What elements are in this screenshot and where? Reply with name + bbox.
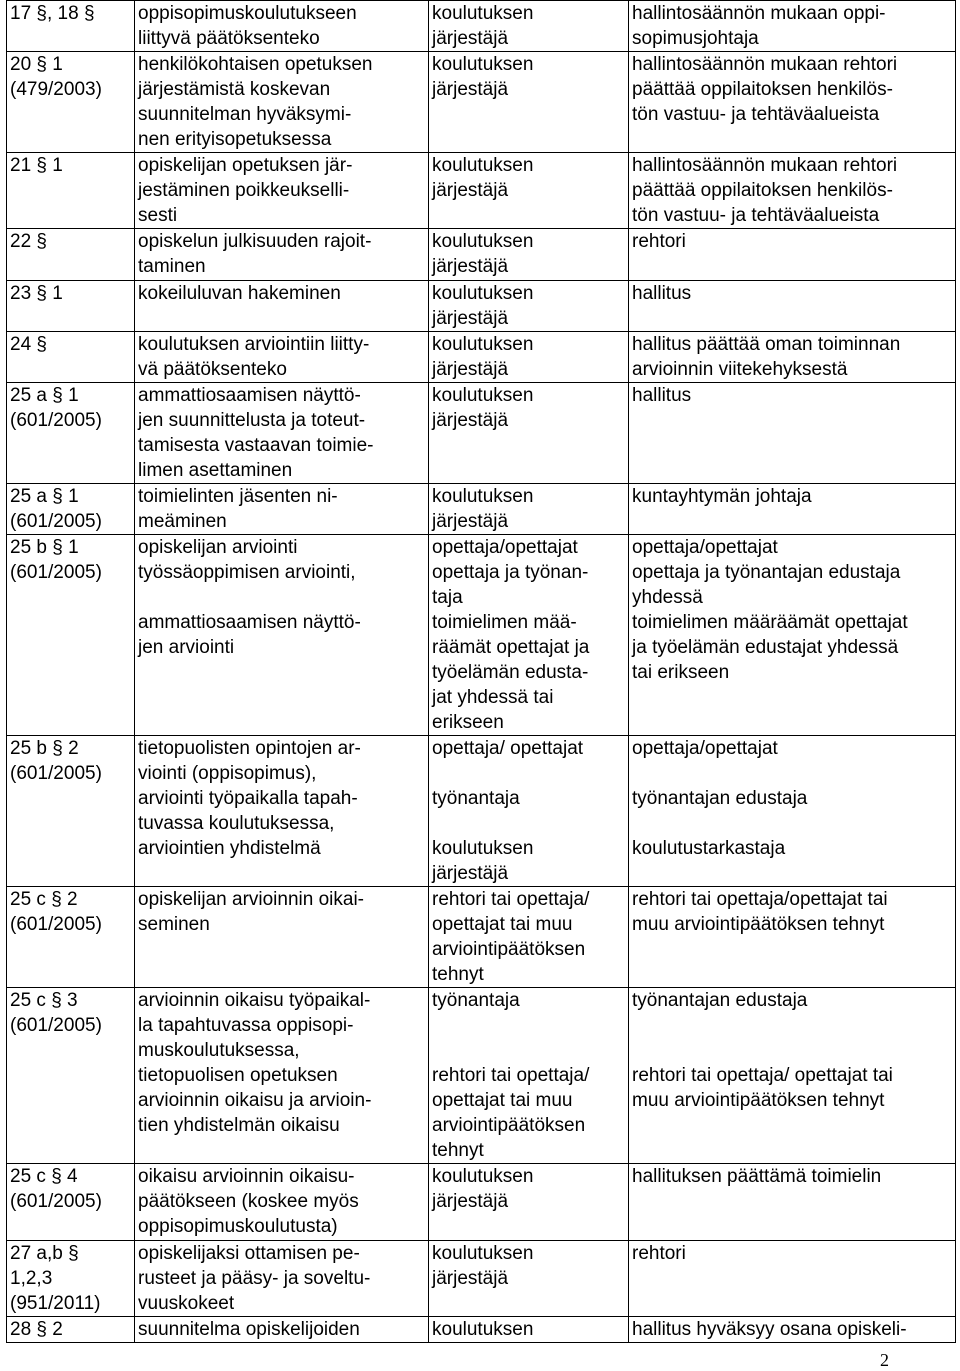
section-cell: 24 §	[7, 332, 135, 383]
decider-cell: hallitus hyväksyy osana opiskeli-	[629, 1317, 956, 1343]
authority-cell: koulutuksen järjestäjä	[429, 332, 629, 383]
matter-cell: oppisopimuskoulutukseen liittyvä päätöksenteko	[135, 1, 429, 52]
authority-cell: koulutuksen järjestäjä	[429, 229, 629, 281]
matter-cell: opiskelijan opetuksen jär- jestäminen poikkeukselli- sesti	[135, 153, 429, 229]
authority-cell: koulutuksen järjestäjä	[429, 1, 629, 52]
matter-cell: opiskelun julkisuuden rajoit- taminen	[135, 229, 429, 281]
authority-cell: koulutuksen järjestäjä	[429, 484, 629, 535]
decider-cell: hallitus	[629, 383, 956, 484]
authority-cell: koulutuksen järjestäjä	[429, 52, 629, 153]
decider-cell: rehtori	[629, 1241, 956, 1317]
matter-cell: opiskelijan arvioinnin oikai- seminen	[135, 887, 429, 988]
decider-cell: rehtori tai opettaja/opettajat tai muu arviointipäätöksen tehnyt	[629, 887, 956, 988]
table-row	[7, 1, 956, 52]
decider-cell: hallintosäännön mukaan rehtori päättää oppilaitoksen henkilös- tön vastuu- ja tehtäväalueista	[629, 153, 956, 229]
matter-cell: ammattiosaamisen näyttö- jen suunnittelusta ja toteut- tamisesta vastaavan toimie- limen asettaminen	[135, 383, 429, 484]
authority-cell: rehtori tai opettaja/ opettajat tai muu arviointipäätöksen tehnyt	[429, 887, 629, 988]
table-row	[7, 281, 956, 332]
table-row	[7, 383, 956, 484]
decider-cell: hallituksen päättämä toimielin	[629, 1164, 956, 1241]
decider-cell: opettaja/opettajat työnantajan edustaja koulutustarkastaja	[629, 736, 956, 887]
table-row	[7, 332, 956, 383]
page-number: 2	[880, 1350, 889, 1370]
authority-cell: koulutuksen	[429, 1317, 629, 1343]
section-cell: 20 § 1 (479/2003)	[7, 52, 135, 153]
authority-cell: työnantaja rehtori tai opettaja/ opettajat tai muu arviointipäätöksen tehnyt	[429, 988, 629, 1164]
decider-cell: työnantajan edustaja rehtori tai opettaja/ opettajat tai muu arviointipäätöksen tehnyt	[629, 988, 956, 1164]
table-row	[7, 229, 956, 281]
table-row	[7, 887, 956, 988]
decider-cell: opettaja/opettajat opettaja ja työnantajan edustaja yhdessä toimielimen määräämät opettajat ja työelämän edustajat yhdessä tai erikseen	[629, 535, 956, 736]
decider-cell: rehtori	[629, 229, 956, 281]
matter-cell: tietopuolisten opintojen ar- viointi (oppisopimus), arviointi työpaikalla tapah- tuvassa koulutuksessa, arviointien yhdistelmä	[135, 736, 429, 887]
table-body	[7, 1, 956, 1343]
authority-cell: koulutuksen järjestäjä	[429, 281, 629, 332]
table-row	[7, 484, 956, 535]
section-cell: 25 c § 4 (601/2005)	[7, 1164, 135, 1241]
table-row	[7, 535, 956, 736]
section-cell: 25 a § 1 (601/2005)	[7, 383, 135, 484]
decider-cell: hallitus	[629, 281, 956, 332]
authority-cell: opettaja/opettajat opettaja ja työnan- taja toimielimen mää- räämät opettajat ja työelämän edusta- jat yhdessä tai erikseen	[429, 535, 629, 736]
matter-cell: opiskelijaksi ottamisen pe- rusteet ja pääsy- ja soveltu- vuuskokeet	[135, 1241, 429, 1317]
matter-cell: oikaisu arvioinnin oikaisu- päätökseen (koskee myös oppisopimuskoulutusta)	[135, 1164, 429, 1241]
section-cell: 25 b § 2 (601/2005)	[7, 736, 135, 887]
section-cell: 27 a,b § 1,2,3 (951/2011)	[7, 1241, 135, 1317]
section-cell: 25 b § 1 (601/2005)	[7, 535, 135, 736]
table-row	[7, 52, 956, 153]
table-row	[7, 736, 956, 887]
authority-cell: koulutuksen järjestäjä	[429, 153, 629, 229]
authority-cell: koulutuksen järjestäjä	[429, 1241, 629, 1317]
matter-cell: koulutuksen arviointiin liitty- vä päätöksenteko	[135, 332, 429, 383]
matter-cell: henkilökohtaisen opetuksen järjestämistä koskevan suunnitelman hyväksymi- nen erityisopetuksessa	[135, 52, 429, 153]
section-cell: 17 §, 18 §	[7, 1, 135, 52]
decider-cell: hallitus päättää oman toiminnan arvioinnin viitekehyksestä	[629, 332, 956, 383]
section-cell: 28 § 2	[7, 1317, 135, 1343]
decider-cell: hallintosäännön mukaan oppi- sopimusjohtaja	[629, 1, 956, 52]
authority-cell: opettaja/ opettajat työnantaja koulutuksen järjestäjä	[429, 736, 629, 887]
table-row	[7, 988, 956, 1164]
table-row	[7, 1317, 956, 1343]
section-cell: 25 a § 1 (601/2005)	[7, 484, 135, 535]
table-row	[7, 1164, 956, 1241]
matter-cell: toimielinten jäsenten ni- meäminen	[135, 484, 429, 535]
section-cell: 23 § 1	[7, 281, 135, 332]
matter-cell: arvioinnin oikaisu työpaikal- la tapahtuvassa oppisopi- muskoulutuksessa, tietopuolisen opetuksen arvioinnin oikaisu ja arvioin- tien yhdistelmän oikaisu	[135, 988, 429, 1164]
decider-cell: hallintosäännön mukaan rehtori päättää oppilaitoksen henkilös- tön vastuu- ja tehtäväalueista	[629, 52, 956, 153]
section-cell: 25 c § 2 (601/2005)	[7, 887, 135, 988]
matter-cell: opiskelijan arviointi työssäoppimisen arviointi, ammattiosaamisen näyttö- jen arviointi	[135, 535, 429, 736]
section-cell: 25 c § 3 (601/2005)	[7, 988, 135, 1164]
matter-cell: suunnitelma opiskelijoiden	[135, 1317, 429, 1343]
section-cell: 22 §	[7, 229, 135, 281]
authority-cell: koulutuksen järjestäjä	[429, 1164, 629, 1241]
matter-cell: kokeiluluvan hakeminen	[135, 281, 429, 332]
authority-cell: koulutuksen järjestäjä	[429, 383, 629, 484]
table-row	[7, 153, 956, 229]
decider-cell: kuntayhtymän johtaja	[629, 484, 956, 535]
table-row	[7, 1241, 956, 1317]
decision-authority-table	[6, 0, 956, 1343]
section-cell: 21 § 1	[7, 153, 135, 229]
